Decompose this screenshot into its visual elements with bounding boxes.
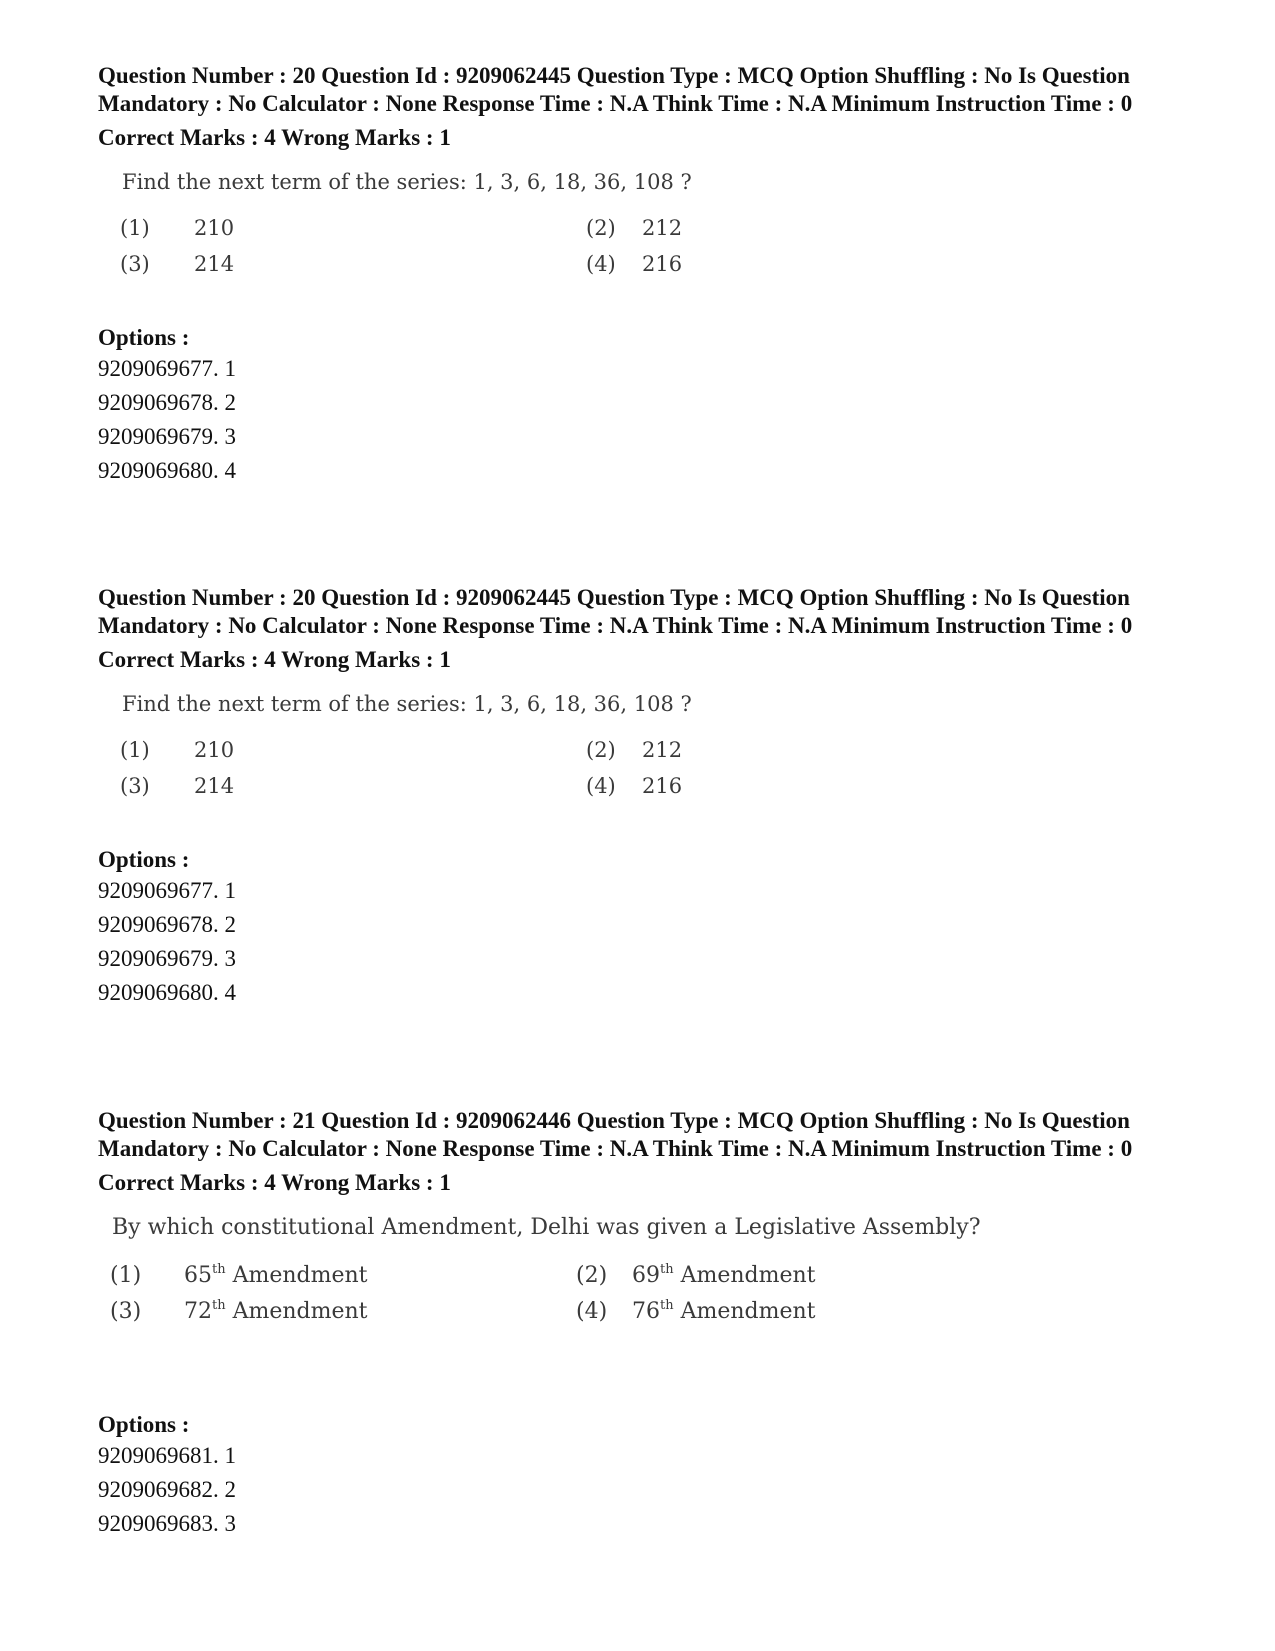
question-image xyxy=(98,674,1178,824)
question-image xyxy=(98,152,1178,302)
question-image xyxy=(98,1197,1178,1367)
choice-4 xyxy=(576,1299,816,1324)
choice-1 xyxy=(120,738,234,762)
choice-number: (1) xyxy=(110,1263,142,1288)
option-line: 9209069679. 3 xyxy=(98,424,236,449)
choice-number: (3) xyxy=(120,774,150,798)
option-line: 9209069679. 3 xyxy=(98,946,236,971)
question-meta: Question Number : 20 Question Id : 9209062445 Question Type : MCQ Option Shuffling : No Is Question Mandatory : No Calculator : None Response Time : N.A Think Time : N.A Minimum Instruction Time : 0 xyxy=(98,63,1133,116)
question-text: By which constitutional Amendment, Delhi was given a Legislative Assembly? xyxy=(112,1215,981,1240)
question-meta: Question Number : 21 Question Id : 9209062446 Question Type : MCQ Option Shuffling : No Is Question Mandatory : No Calculator : None Response Time : N.A Think Time : N.A Minimum Instruction Time : 0 xyxy=(98,1108,1133,1161)
choice-number: (3) xyxy=(120,252,150,276)
question-meta: Question Number : 20 Question Id : 9209062445 Question Type : MCQ Option Shuffling : No Is Question Mandatory : No Calculator : None Response Time : N.A Think Time : N.A Minimum Instruction Time : 0 xyxy=(98,585,1133,638)
choice-value: 216 xyxy=(642,252,683,276)
choice-number: (2) xyxy=(576,1263,608,1288)
option-line: 9209069677. 1 xyxy=(98,878,236,903)
choice-value: Amendment xyxy=(673,1299,816,1324)
choice-value: 216 xyxy=(642,774,683,798)
question-block-2 xyxy=(98,584,1178,1010)
choice-value: 214 xyxy=(194,774,235,798)
choice-value: 212 xyxy=(642,216,683,240)
option-line: 9209069683. 3 xyxy=(98,1511,236,1536)
options-title: Options : xyxy=(98,847,190,872)
choice-1 xyxy=(120,216,234,240)
options-title: Options : xyxy=(98,325,190,350)
option-line: 9209069680. 4 xyxy=(98,980,236,1005)
question-block-1 xyxy=(98,62,1178,488)
option-line: 9209069681. 1 xyxy=(98,1443,236,1468)
choice-value: 210 xyxy=(194,738,235,762)
choice-ordinal: 76 xyxy=(632,1299,660,1324)
question-marks: Correct Marks : 4 Wrong Marks : 1 xyxy=(98,125,451,150)
choice-ordinal-suffix: th xyxy=(212,1262,226,1277)
choice-2 xyxy=(586,738,682,762)
question-block-3 xyxy=(98,1107,1178,1541)
choice-number: (1) xyxy=(120,216,150,240)
choice-4 xyxy=(586,774,682,798)
choice-1 xyxy=(110,1263,368,1288)
choice-value: Amendment xyxy=(225,1299,368,1324)
option-line: 9209069678. 2 xyxy=(98,390,236,415)
choice-value: Amendment xyxy=(673,1263,816,1288)
options-title: Options : xyxy=(98,1412,190,1437)
choice-ordinal-suffix: th xyxy=(212,1298,226,1313)
choice-ordinal-suffix: th xyxy=(660,1298,674,1313)
option-line: 9209069682. 2 xyxy=(98,1477,236,1502)
choice-3 xyxy=(120,774,234,798)
choice-number: (2) xyxy=(586,738,616,762)
option-line: 9209069678. 2 xyxy=(98,912,236,937)
choice-ordinal: 65 xyxy=(184,1263,212,1288)
choice-number: (4) xyxy=(576,1299,608,1324)
choice-value: 214 xyxy=(194,252,235,276)
choice-value: 212 xyxy=(642,738,683,762)
choice-number: (1) xyxy=(120,738,150,762)
choice-2 xyxy=(586,216,682,240)
choice-value: Amendment xyxy=(225,1263,368,1288)
choice-3 xyxy=(120,252,234,276)
choice-number: (3) xyxy=(110,1299,142,1324)
choice-number: (4) xyxy=(586,252,616,276)
question-text: Find the next term of the series: 1, 3, 6, 18, 36, 108 ? xyxy=(122,692,692,716)
question-marks: Correct Marks : 4 Wrong Marks : 1 xyxy=(98,647,451,672)
option-line: 9209069677. 1 xyxy=(98,356,236,381)
choice-4 xyxy=(586,252,682,276)
choice-number: (2) xyxy=(586,216,616,240)
question-marks: Correct Marks : 4 Wrong Marks : 1 xyxy=(98,1170,451,1195)
question-text: Find the next term of the series: 1, 3, 6, 18, 36, 108 ? xyxy=(122,170,692,194)
choice-2 xyxy=(576,1263,816,1288)
choice-ordinal: 69 xyxy=(632,1263,660,1288)
choice-value: 210 xyxy=(194,216,235,240)
option-line: 9209069680. 4 xyxy=(98,458,236,483)
choice-ordinal-suffix: th xyxy=(660,1262,674,1277)
choice-3 xyxy=(110,1299,368,1324)
choice-ordinal: 72 xyxy=(184,1299,212,1324)
choice-number: (4) xyxy=(586,774,616,798)
